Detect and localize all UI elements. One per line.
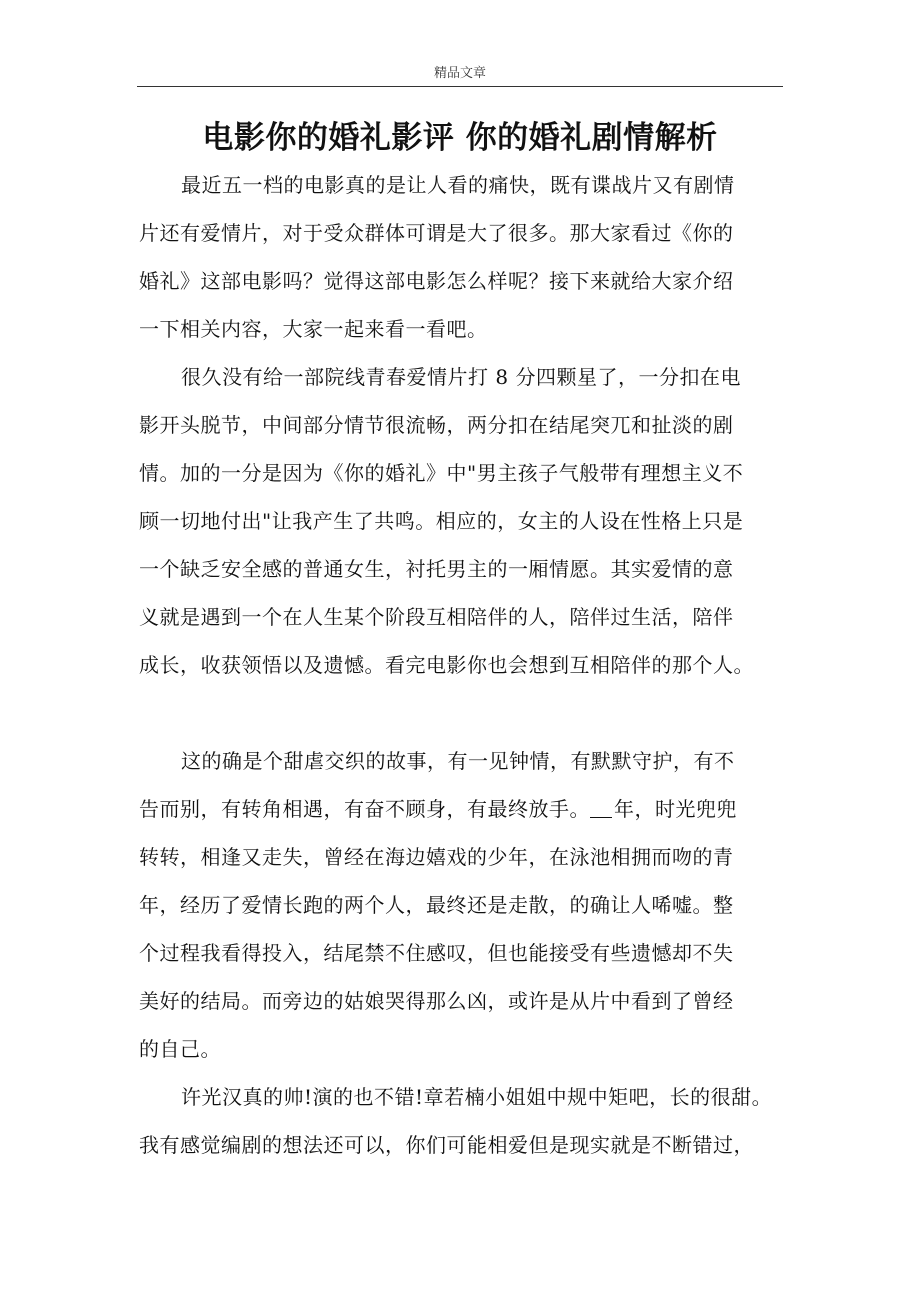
- paragraph-2-line-4: 顾一切地付出"让我产生了共鸣。相应的，女主的人设在性格上只是: [139, 509, 744, 533]
- article-title: 电影你的婚礼影评 你的婚礼剧情解析: [202, 120, 718, 156]
- paragraph-2-line-5: 一个缺乏安全感的普通女生，衬托男主的一厢情愿。其实爱情的意: [139, 557, 734, 581]
- paragraph-4-line-2: 我有感觉编剧的想法还可以，你们可能相爱但是现实就是不断错过，: [139, 1133, 754, 1157]
- paragraph-1-line-3: 婚礼》这部电影吗？觉得这部电影怎么样呢？接下来就给大家介绍: [139, 269, 734, 293]
- blank-underline: [590, 799, 612, 818]
- paragraph-2-line-1: 很久没有给一部院线青春爱情片打 8 分四颗星了，一分扣在电: [181, 365, 741, 389]
- header-label: 精品文章: [433, 66, 486, 81]
- paragraph-3-line-1: 这的确是个甜虐交织的故事，有一见钟情，有默默守护，有不: [181, 749, 735, 773]
- paragraph-3-line-4: 年，经历了爱情长跑的两个人，最终还是走散，的确让人唏嘘。整: [139, 893, 734, 917]
- paragraph-3-line-2-tail: 年，时光兜兜: [614, 797, 737, 821]
- paragraph-2-line-7: 成长，收获领悟以及遗憾。看完电影你也会想到互相陪伴的那个人。: [139, 653, 754, 677]
- paragraph-1-line-4: 一下相关内容，大家一起来看一看吧。: [139, 317, 488, 341]
- paragraph-3-line-5: 个过程我看得投入，结尾禁不住感叹，但也能接受有些遗憾却不失: [139, 941, 734, 965]
- paragraph-2-line-3: 情。加的一分是因为《你的婚礼》中"男主孩子气般带有理想主义不: [139, 461, 744, 485]
- paragraph-3-line-2: [139, 794, 799, 824]
- paragraph-1-line-1: 最近五一档的电影真的是让人看的痛快，既有谍战片又有剧情: [181, 173, 735, 197]
- page-header: [137, 62, 783, 87]
- paragraph-2-line-6: 义就是遇到一个在人生某个阶段互相陪伴的人，陪伴过生活，陪伴: [139, 605, 734, 629]
- paragraph-1-line-2: 片还有爱情片，对于受众群体可谓是大了很多。那大家看过《你的: [139, 221, 734, 245]
- paragraph-2-line-2: 影开头脱节，中间部分情节很流畅，两分扣在结尾突兀和扯淡的剧: [139, 413, 734, 437]
- paragraph-3-line-7: 的自己。: [139, 1037, 221, 1061]
- paragraph-3-line-2-text: 告而别，有转角相遇，有奋不顾身，有最终放手。: [139, 797, 590, 821]
- paragraph-4-line-1: 许光汉真的帅!演的也不错!章若楠小姐姐中规中矩吧，长的很甜。: [181, 1085, 773, 1109]
- paragraph-3-line-3: 转转，相逢又走失，曾经在海边嬉戏的少年，在泳池相拥而吻的青: [139, 845, 734, 869]
- paragraph-3-line-6: 美好的结局。而旁边的姑娘哭得那么凶，或许是从片中看到了曾经: [139, 989, 734, 1013]
